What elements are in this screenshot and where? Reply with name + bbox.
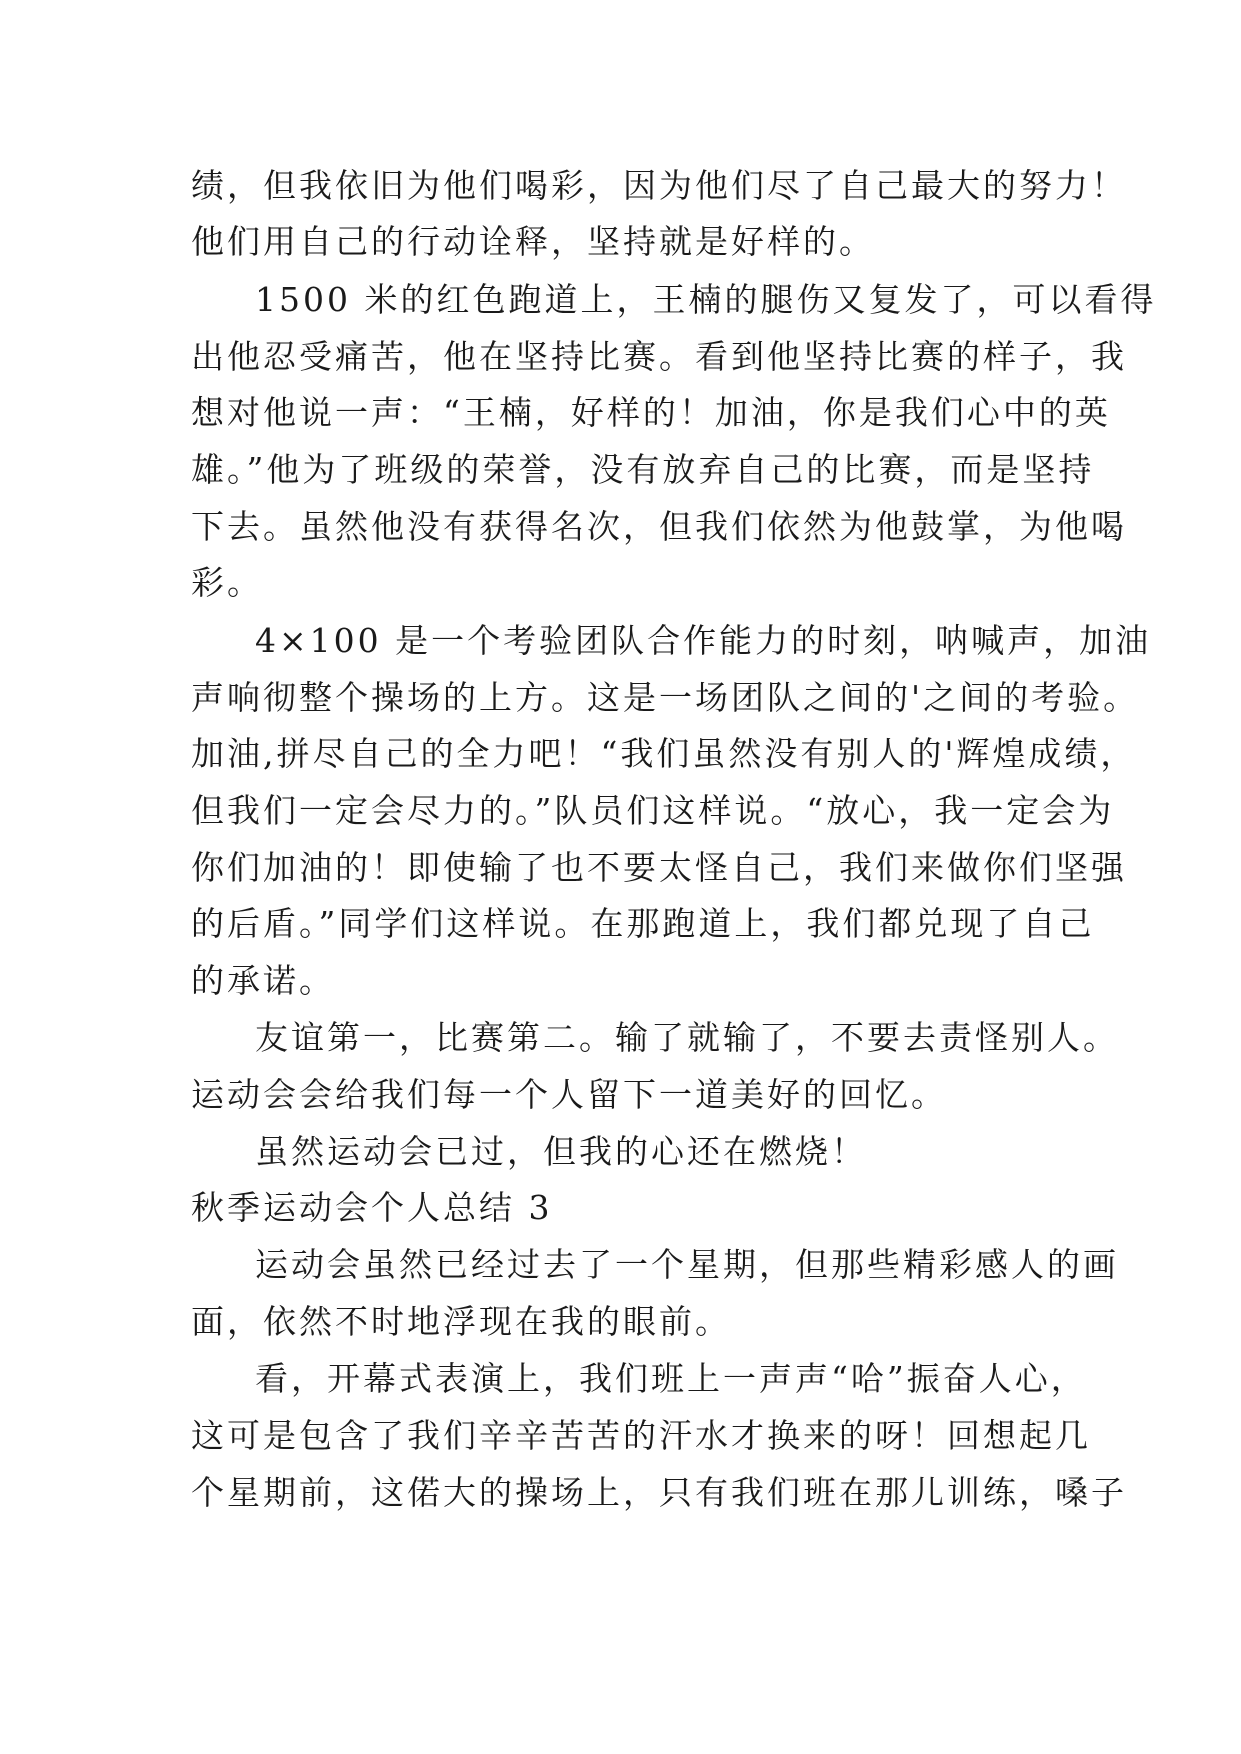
- text-line: 个星期前，这偌大的操场上，只有我们班在那儿训练，嗓子: [191, 1473, 1127, 1512]
- text-line: 想对他说一声：“王楠，好样的！加油，你是我们心中的英: [191, 393, 1111, 432]
- text-line: 你们加油的！即使输了也不要太怪自己，我们来做你们坚强: [191, 848, 1127, 887]
- text-line: 4×100 是一个考验团队合作能力的时刻，呐喊声，加油: [255, 621, 1152, 660]
- text-line: 友谊第一，比赛第二。输了就输了，不要去责怪别人。: [255, 1018, 1119, 1057]
- text-line: 的后盾。”同学们这样说。在那跑道上，我们都兑现了自己: [191, 904, 1095, 943]
- text-line: 运动会会给我们每一个人留下一道美好的回忆。: [191, 1075, 947, 1114]
- text-line: 但我们一定会尽力的。”队员们这样说。“放心，我一定会为: [191, 791, 1115, 830]
- text-line: 运动会虽然已经过去了一个星期，但那些精彩感人的画: [255, 1245, 1119, 1284]
- text-line: 面，依然不时地浮现在我的眼前。: [191, 1302, 731, 1341]
- text-line: 绩，但我依旧为他们喝彩，因为他们尽了自己最大的努力！: [191, 166, 1127, 205]
- text-line: 声响彻整个操场的上方。这是一场团队之间的'之间的考验。: [191, 678, 1140, 717]
- text-line: 出他忍受痛苦，他在坚持比赛。看到他坚持比赛的样子，我: [191, 337, 1127, 376]
- text-line: 加油,拼尽自己的全力吧！“我们虽然没有别人的'辉煌成绩，: [191, 734, 1137, 773]
- text-line: 下去。虽然他没有获得名次，但我们依然为他鼓掌，为他喝: [191, 507, 1127, 546]
- text-line: 虽然运动会已过，但我的心还在燃烧！: [255, 1132, 867, 1171]
- text-line: 他们用自己的行动诠释，坚持就是好样的。: [191, 222, 875, 261]
- text-line: 的承诺。: [191, 961, 335, 1000]
- text-line: 这可是包含了我们辛辛苦苦的汗水才换来的呀！回想起几: [191, 1416, 1091, 1455]
- text-line: 彩。: [191, 563, 263, 602]
- text-line: 1500 米的红色跑道上，王楠的腿伤又复发了，可以看得: [255, 280, 1157, 319]
- text-line: 雄。”他为了班级的荣誉，没有放弃自己的比赛，而是坚持: [191, 450, 1095, 489]
- section-heading: 秋季运动会个人总结 3: [191, 1188, 553, 1227]
- text-line: 看，开幕式表演上，我们班上一声声“哈”振奋人心，: [255, 1359, 1087, 1398]
